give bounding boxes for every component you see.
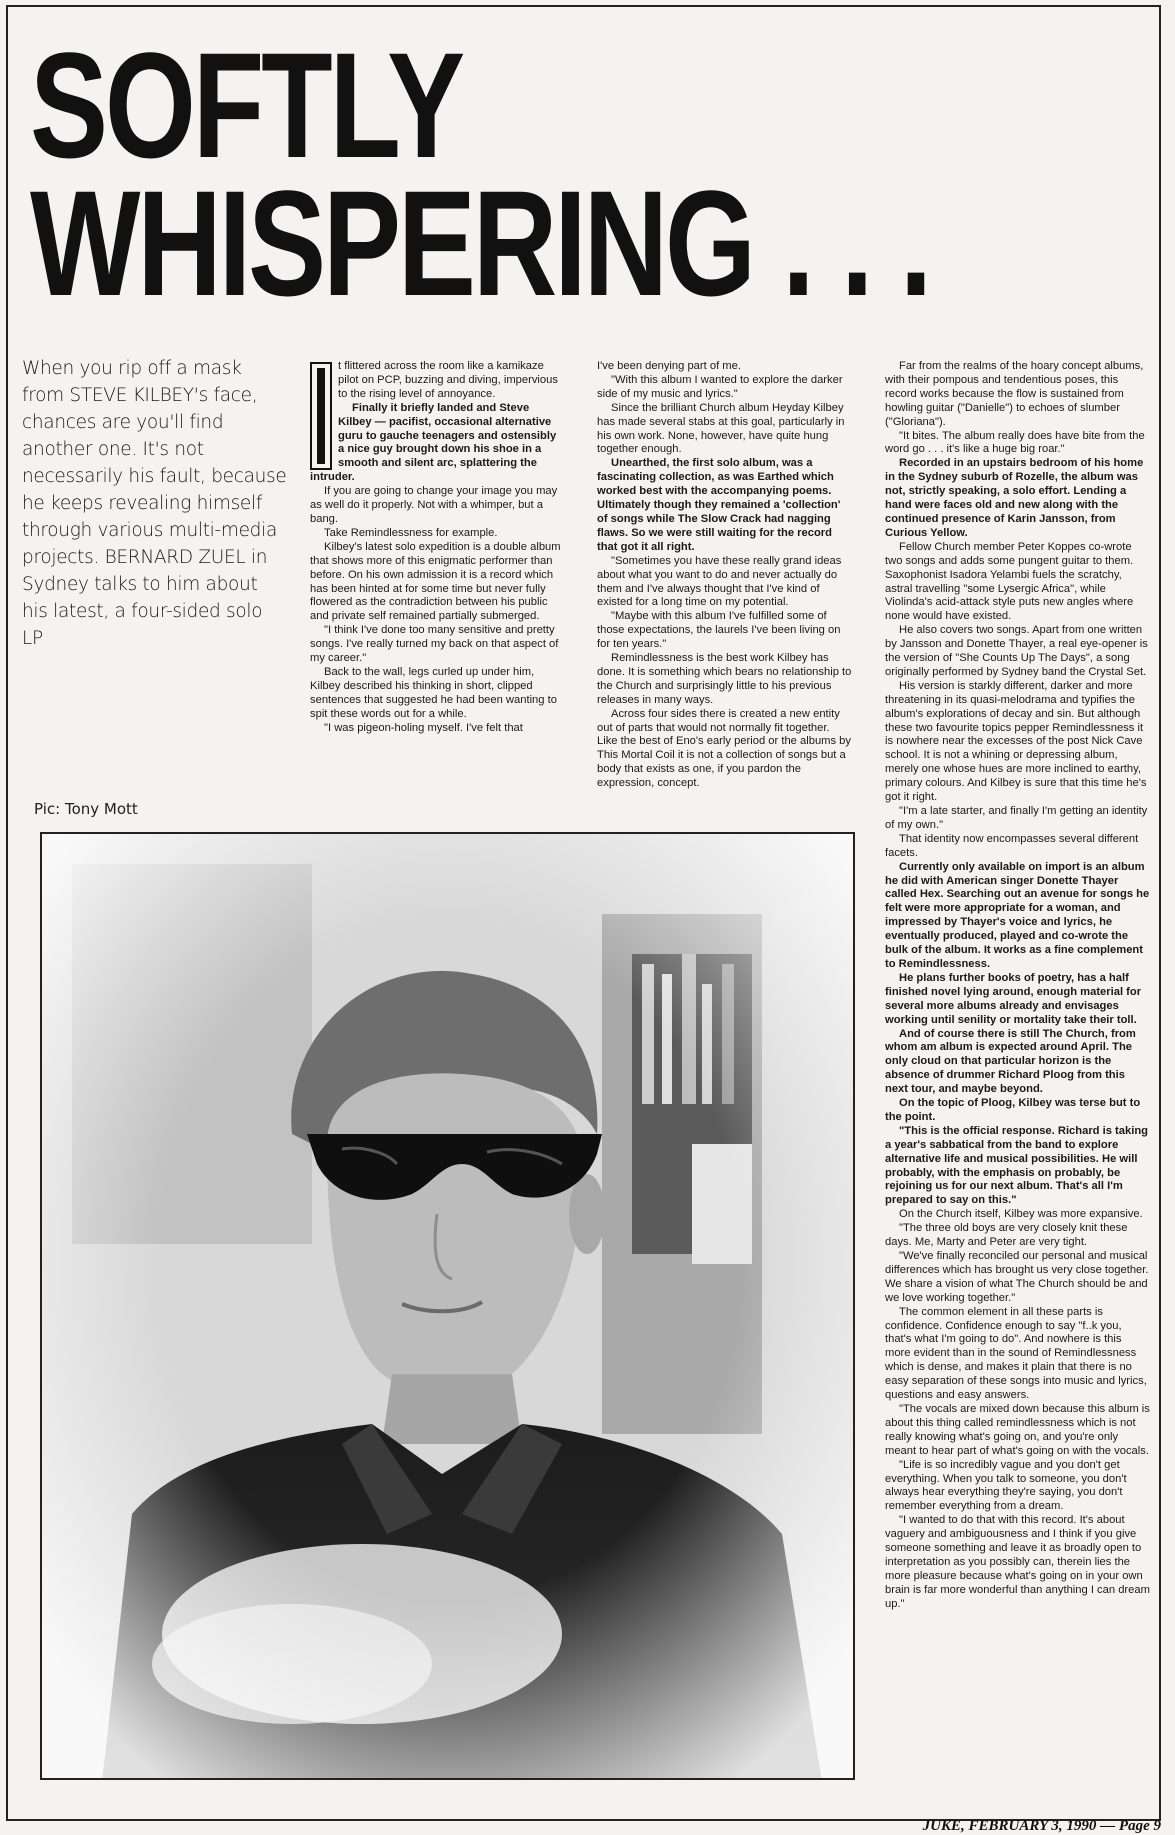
portrait-illustration [42, 834, 855, 1780]
page-footer: JUKE, FEBRUARY 3, 1990 — Page 9 [922, 1818, 1161, 1834]
paragraph: On the Church itself, Kilbey was more expansive. [899, 1208, 1143, 1221]
paragraph: "Life is so incredibly vague and you don't get everything. When you talk to someone, you don't always hear everything they're saying, you don't remember everything from a dream. [885, 1458, 1127, 1513]
paragraph: Back to the wall, legs curled up under him, Kilbey described his thinking in short, clipped sentences that suggested he had been wanting to spit these words out for a while. [310, 665, 557, 720]
paragraph: t flittered across the room like a kamikaze pilot on PCP, buzzing and diving, impervious to the rising level of annoyance. [338, 360, 558, 400]
paragraph: "It bites. The album really does have bite from the word go . . . it's like a huge big roar." [885, 429, 1145, 456]
paragraph: Unearthed, the first solo album, was a fascinating collection, as was Earthed which worked best with the accompanying poems. Ultimately though they remained a 'collection' of songs while The Slow Crack had nagging flaws. So we were still waiting for the record that got it all right. [597, 457, 841, 553]
paragraph: Across four sides there is created a new entity out of parts that would not normally fit together. Like the best of Eno's early period or the albums by This Mortal Coil it is not a collection of songs but a body that exists as one, if you pardon the expression, concept. [597, 707, 851, 790]
paragraph: Far from the realms of the hoary concept albums, with their pompous and tendentious poses, this record works because the flow is sustained from howling guitar ("Danielle") to echoes of slumber ("Gloriana"). [885, 360, 1144, 428]
photo-credit: Pic: Tony Mott [34, 800, 138, 818]
paragraph: Recorded in an upstairs bedroom of his home in the Sydney suburb of Rozelle, the album was not, strictly speaking, a solo effort. Lending a hand were faces old and new along with the continued presence of Karin Jansson, from Curious Yellow. [885, 457, 1144, 539]
paragraph: He plans further books of poetry, has a half finished novel lying around, enough material for several more albums already and envisages working until senility or mortality take their toll. [885, 971, 1142, 1026]
paragraph: The common element in all these parts is confidence. Confidence enough to say "f..k you, that's what I'm going to do". And nowhere is this more evident than in the sound of Remindlessness which is dense, and makes it plain that there is no easy separation of these songs into music and lyrics, questions and easy answers. [885, 1305, 1147, 1402]
paragraph: Remindlessness is the best work Kilbey has done. It is something which bears no relationship to the Church and surprisingly little to his previous releases in many ways. [597, 652, 852, 706]
headline-line-2: WHISPERING . . . [30, 159, 930, 327]
paragraph: Finally it briefly landed and Steve Kilbey — pacifist, occasional alternative guru to gauche teenagers and ostensibly a nice guy brought down his shoe in a smooth and silent arc, splattering the intruder. [310, 401, 557, 484]
paragraph: "We've finally reconciled our personal and musical differences which has brought us very close together. We share a vision of what The Church should be and we love working together." [885, 1250, 1149, 1304]
paragraph: Since the brilliant Church album Heyday Kilbey has made several stabs at this goal, particularly in his own work. None, however, have quite hung together enough. [597, 401, 845, 456]
article-column-2 [597, 360, 852, 791]
headline-line-1: SOFTLY [30, 21, 463, 189]
paragraph: "The vocals are mixed down because this album is about this thing called remindlessness which is not really knowing what's going on, and you're only meant to hear part of what's going on with the vocals. [885, 1402, 1150, 1457]
paragraph: And of course there is still The Church, from whom am album is expected around April. The only cloud on that particular horizon is the absence of drummer Richard Ploog from this next tour, and maybe beyond. [885, 1027, 1136, 1096]
paragraph: On the topic of Ploog, Kilbey was terse but to the point. [885, 1097, 1141, 1123]
paragraph: "Sometimes you have these really grand ideas about what you want to do and never actually do them and I've always thought that I've kind of existed for a long time on my potential. [597, 554, 842, 609]
paragraph: "With this album I wanted to explore the darker side of my music and lyrics." [597, 373, 843, 400]
paragraph: Currently only available on import is an album he did with American singer Donette Thayer called Hex. Searching out an avenue for songs he felt were more appropriate for a woman, and impressed by Thayer's voice and lyrics, he eventually produced, played and co-wrote the bulk of the album. It works as a fine complement to Remindlessness. [885, 860, 1150, 970]
article-column-1 [310, 360, 565, 735]
paragraph: I've been denying part of me. [597, 360, 741, 372]
paragraph: That identity now encompasses several different facets. [885, 832, 1139, 859]
paragraph: Fellow Church member Peter Koppes co-wrote two songs and adds some pungent guitar to them. Saxophonist Isadora Yelambi fuels the scratchy, astral travelling "some Lysergic Africa", while Violinda's acid-attack style puts new angles where none would have existed. [885, 540, 1134, 623]
paragraph: "I think I've done too many sensitive and pretty songs. I've really turned my back on that aspect of my career." [310, 624, 559, 665]
paragraph: "Maybe with this album I've fulfilled some of those expectations, the laurels I've been living on for ten years." [597, 610, 841, 651]
paragraph: "I'm a late starter, and finally I'm getting an identity of my own." [885, 805, 1148, 831]
paragraph: "The three old boys are very closely knit these days. Me, Marty and Peter are very tight. [885, 1222, 1128, 1249]
paragraph: Take Remindlessness for example. [324, 526, 498, 539]
portrait-photo [40, 832, 855, 1780]
paragraph: His version is starkly different, darker and more threatening in its quasi-melodrama and typifies the album's explorations of decay and sin. But although these two favourite topics pepper Remindlessness it is nowhere near the excesses of the post Nick Cave school. It is not a whining or depressing album, merely one whose hues are more inclined to earthy, primary colours. And Kilbey is sure that this time he's got it right. [885, 679, 1147, 804]
standfirst: When you rip off a mask from STEVE KILBEY's face, chances are you'll find another one. It's not necessarily his fault, because he keeps revealing himself through various multi-media projects. BERNARD ZUEL in Sydney talks to him about his latest, a four-sided solo LP [22, 358, 287, 649]
paragraph: "I wanted to do that with this record. It's about vaguery and ambiguousness and I think if you give someone something and leave it as broadly open to interpretation as you possibly can, therein lies the more pleasure because what's going on in your own brain is far more wonderful than anything I can dream up." [885, 1514, 1150, 1610]
article-column-3 [885, 360, 1150, 1612]
paragraph: Kilbey's latest solo expedition is a double album that shows more of this enigmatic performer than before. On his own admission it is a record which has been hinted at for some time but never fully flowered as the contradiction between his public and private self remained partially submerged. [310, 540, 561, 623]
paragraph: If you are going to change your image you may as well do it properly. Not with a whimper, but a bang. [310, 485, 558, 525]
paragraph: "I was pigeon-holing myself. I've felt that [324, 721, 523, 734]
paragraph: He also covers two songs. Apart from one written by Jansson and Donette Thayer, a real eye-opener is the version of "She Counts Up The Days", a song originally performed by Sydney band the Crystal Set. [885, 624, 1148, 678]
paragraph: "This is the official response. Richard is taking a year's sabbatical from the band to explore alternative life and musical possibilities. He will probably, with the emphasis on probably, be rejoining us for our next album. That's all I'm prepared to say on this." [885, 1124, 1149, 1207]
drop-cap [310, 362, 332, 470]
